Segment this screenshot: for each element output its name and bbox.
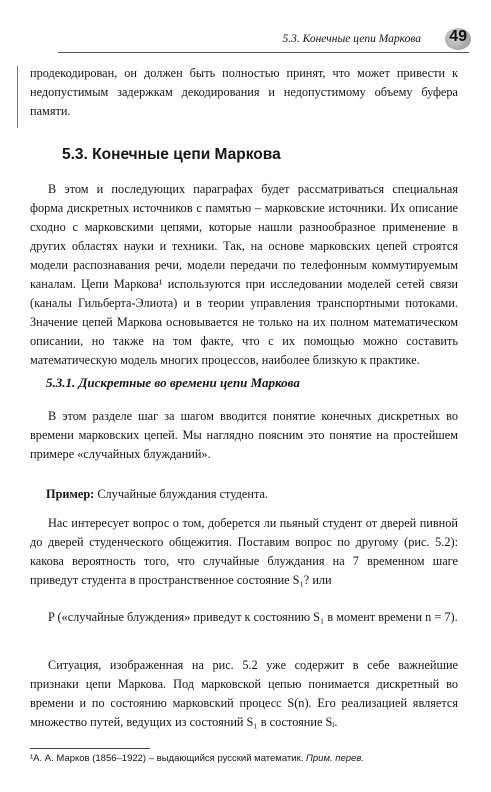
intro-paragraph: В этом и последующих параграфах будет рассматриваться специальная форма дискретных источников с памятью – марковские источники. Их описание сходно с марковскими цепями, которые нашли разнообразное применение в других областях науки и техники. Так, на основе марковских цепей строятся модели распознавания речи, модели передачи по телефонным коммутируемым каналам. Цепи Маркова¹ используются при исследовании моделей сетей связи (каналы Гильберта-Элиота) и в теории управления транспортными потоками. Значение цепей Маркова основывается не только на их полном математическом описании, но также на том факте, что с их помощью можно составить математическую модель многих процессов, наиболее близкую к практике.	[30, 182, 458, 367]
page-header	[60, 26, 473, 52]
example-paragraph-3: Ситуация, изображенная на рис. 5.2 уже содержит в себе важнейшие признаки цепи Маркова. Под марковской цепью понимается дискретный во времени и по состоянию марковский процесс S(n). Его реализацией является множество путей, ведущих из состояний S₁ в состояние Sᵢ.	[30, 658, 458, 729]
section-title: 5.3. Конечные цепи Маркова	[62, 146, 281, 163]
example-heading	[46, 487, 268, 502]
margin-mark	[17, 66, 18, 128]
page-number: 49	[449, 28, 467, 45]
carryover-paragraph: продекодирован, он должен быть полностью принят, что может привести к недопустимым задержкам декодирования и недопустимому объему буфера памяти.	[30, 66, 458, 118]
example-paragraph-1: Нас интересует вопрос о том, доберется ли пьяный студент от дверей пивной до дверей студенческого общежития. Поставим вопрос по другому (рис. 5.2): какова вероятность того, что случайные блуждания на 7 временном шаге приведут студента в пространственное состояние S₁? или	[30, 516, 458, 587]
footnote-note: Прим. перев.	[306, 753, 364, 764]
example-paragraph-2: P («случайные блуждения» приведут к состоянию S₁ в момент времени n = 7).	[48, 610, 458, 624]
footnote-rule	[30, 748, 150, 749]
running-title: 5.3. Конечные цепи Маркова	[282, 33, 421, 45]
footnote	[30, 753, 470, 764]
page-number-badge	[431, 26, 471, 52]
footnote-text: ¹А. А. Марков (1856–1922) – выдающийся русский математик.	[30, 753, 304, 764]
subsection-intro-paragraph: В этом разделе шаг за шагом вводится понятие конечных дискретных во времени марковских цепей. Мы наглядно поясним это понятие на простейшем примере «случайных блужданий».	[30, 409, 458, 461]
example-text: Случайные блуждания студента.	[97, 487, 268, 501]
example-label: Пример:	[46, 487, 95, 501]
header-rule	[58, 52, 469, 53]
subsection-title: 5.3.1. Дискретные во времени цепи Маркова	[46, 375, 300, 390]
